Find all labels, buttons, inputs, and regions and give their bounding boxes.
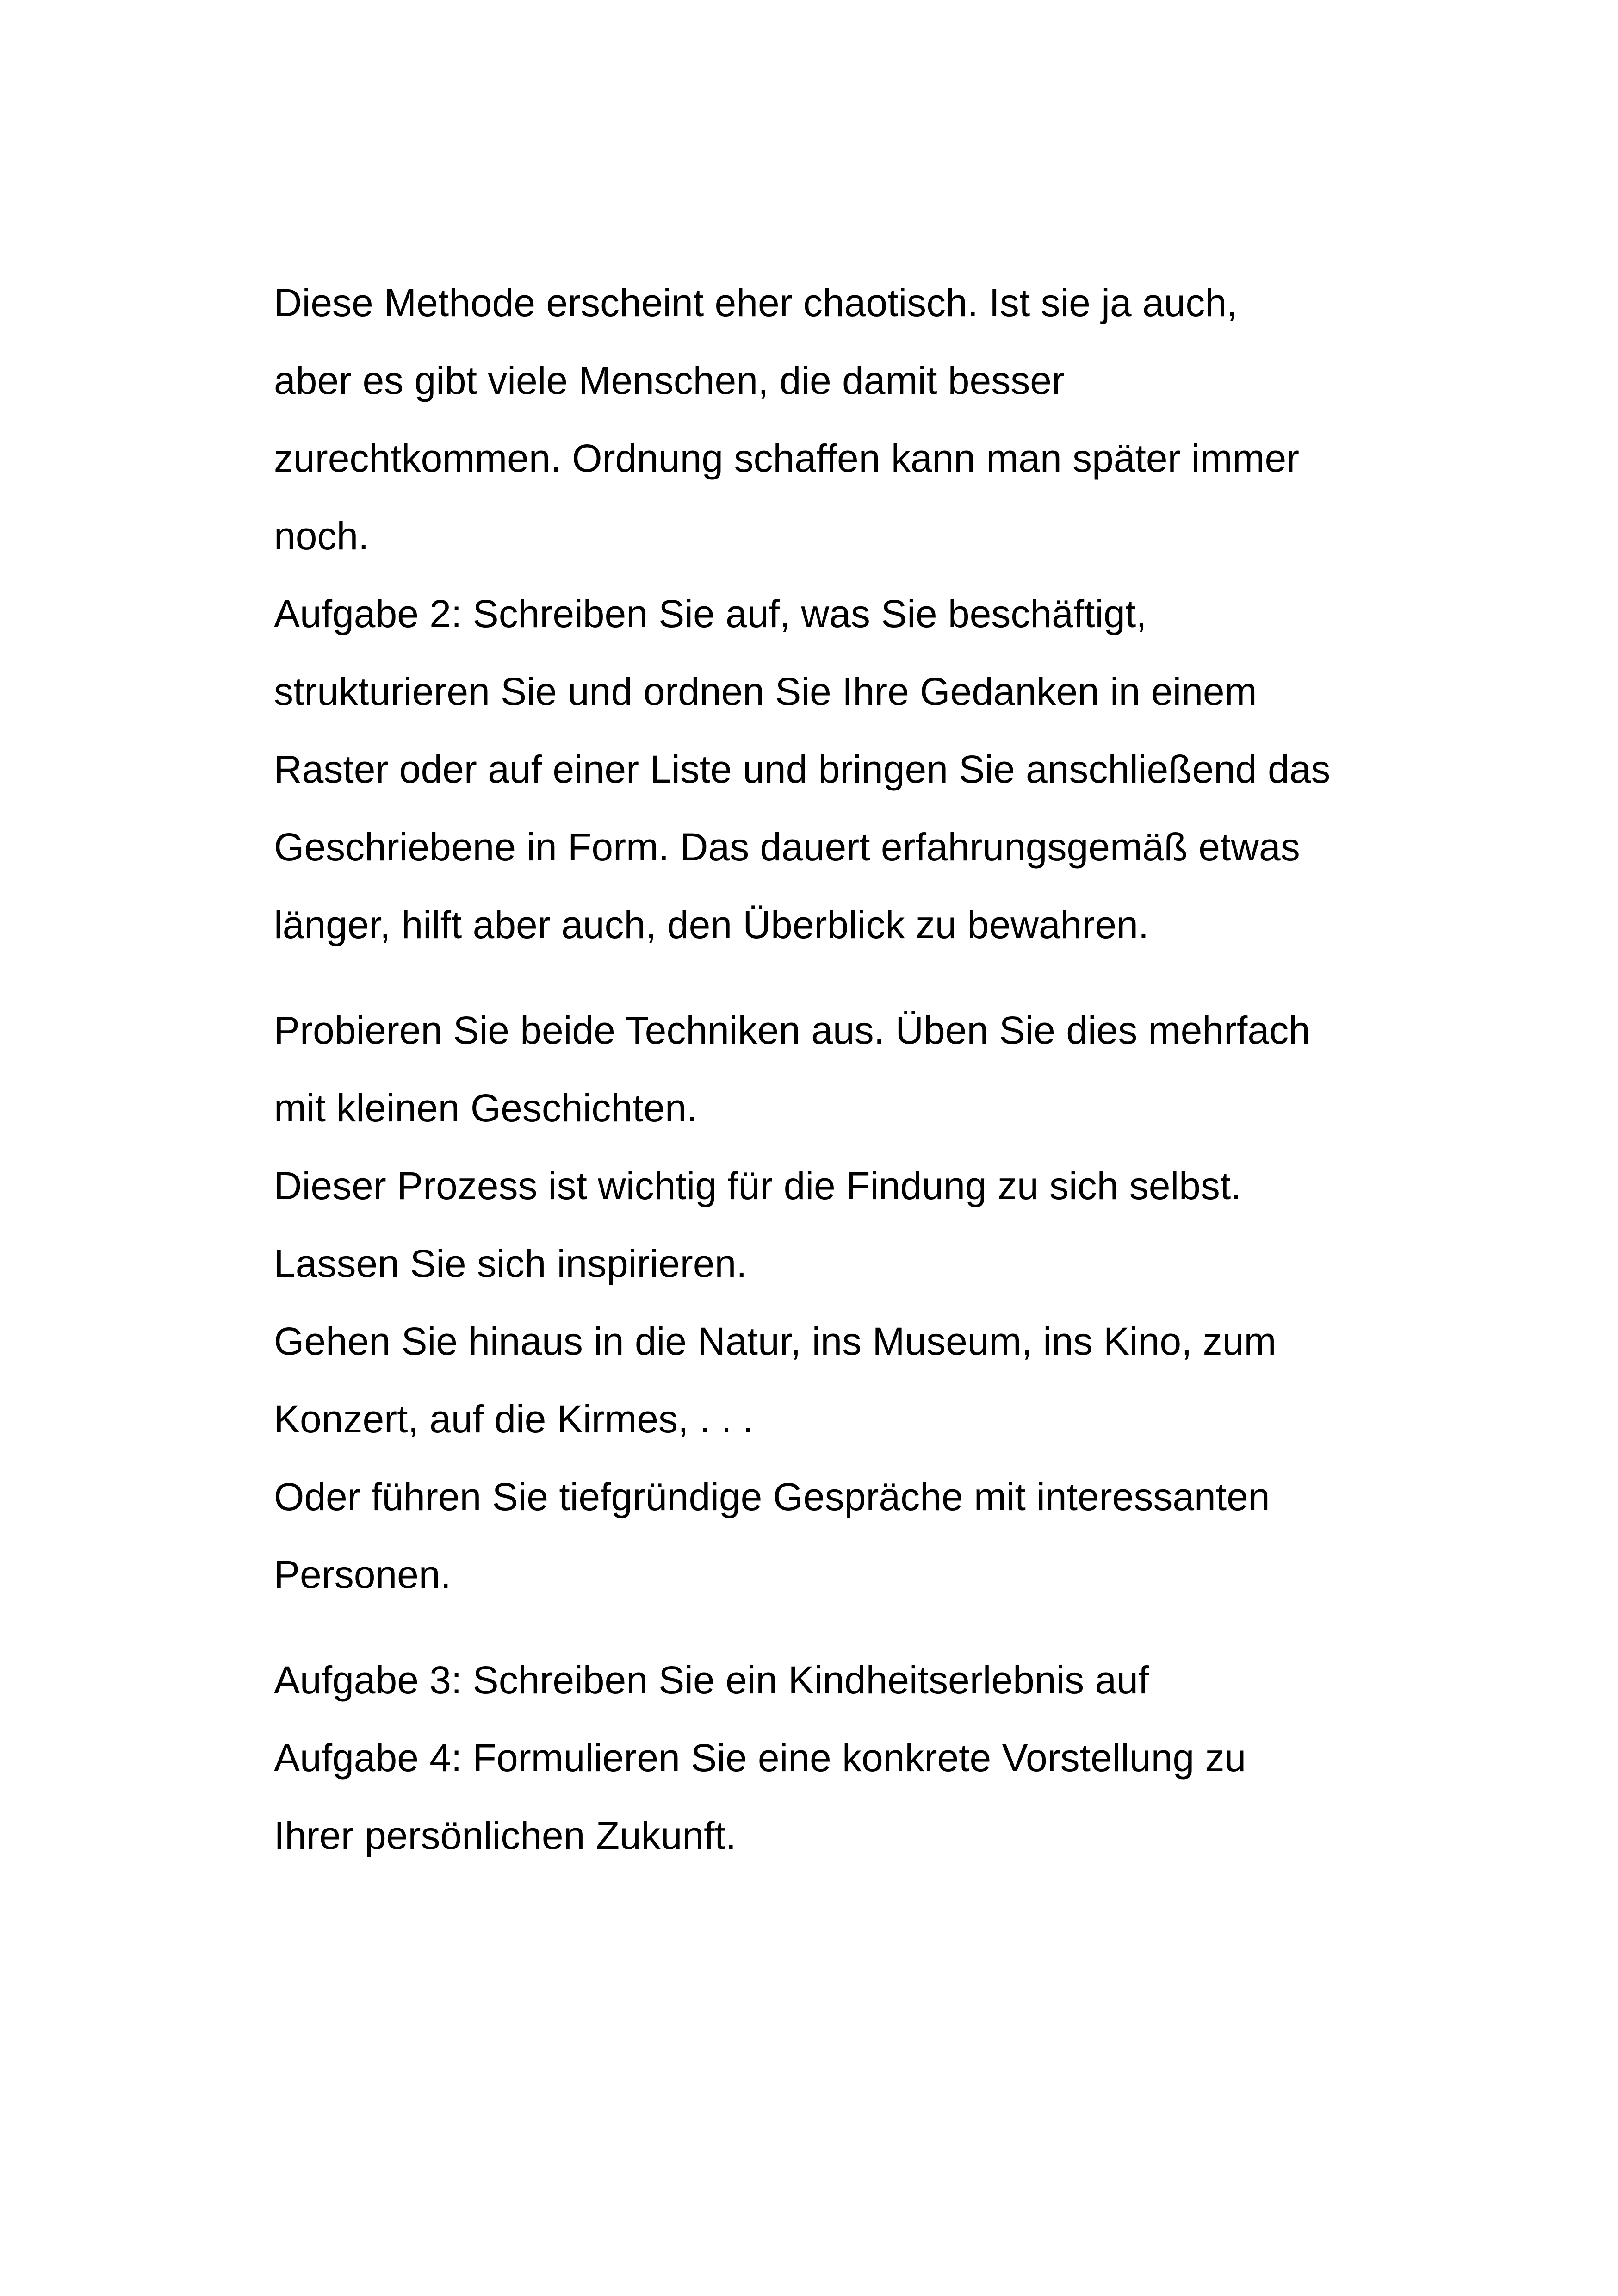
- paragraph-spacer: [274, 1613, 1384, 1641]
- text-line: zurechtkommen. Ordnung schaffen kann man später immer: [274, 436, 1300, 480]
- text-line: Personen.: [274, 1553, 451, 1596]
- text-line: Aufgabe 3: Schreiben Sie ein Kindheitserlebnis auf: [274, 1658, 1149, 1702]
- text-line: aber es gibt viele Menschen, die damit besser: [274, 359, 1065, 402]
- text-line: noch.: [274, 514, 369, 558]
- paragraph-spacer: [274, 964, 1384, 991]
- document-body: [274, 264, 1384, 1874]
- text-line: Oder führen Sie tiefgründige Gespräche mit interessanten: [274, 1475, 1270, 1518]
- text-line: Aufgabe 2: Schreiben Sie auf, was Sie beschäftigt,: [274, 592, 1147, 635]
- text-line: Raster oder auf einer Liste und bringen Sie anschließend das: [274, 747, 1331, 791]
- text-line: Gehen Sie hinaus in die Natur, ins Museum, ins Kino, zum: [274, 1319, 1277, 1363]
- text-line: Diese Methode erscheint eher chaotisch. Ist sie ja auch,: [274, 281, 1238, 324]
- text-line: strukturieren Sie und ordnen Sie Ihre Gedanken in einem: [274, 670, 1257, 713]
- paragraph-2: [274, 991, 1384, 1613]
- text-line: Probieren Sie beide Techniken aus. Üben Sie dies mehrfach: [274, 1008, 1310, 1052]
- text-line: mit kleinen Geschichten.: [274, 1086, 698, 1130]
- text-line: länger, hilft aber auch, den Überblick zu bewahren.: [274, 903, 1149, 946]
- text-line: Ihrer persönlichen Zukunft.: [274, 1814, 737, 1857]
- text-line: Lassen Sie sich inspirieren.: [274, 1242, 747, 1285]
- text-line: Konzert, auf die Kirmes, . . .: [274, 1397, 754, 1441]
- paragraph-3: [274, 1641, 1384, 1874]
- text-line: Aufgabe 4: Formulieren Sie eine konkrete Vorstellung zu: [274, 1736, 1246, 1780]
- text-line: Geschriebene in Form. Das dauert erfahrungsgemäß etwas: [274, 825, 1300, 869]
- paragraph-1: [274, 264, 1384, 964]
- text-line: Dieser Prozess ist wichtig für die Findung zu sich selbst.: [274, 1164, 1242, 1207]
